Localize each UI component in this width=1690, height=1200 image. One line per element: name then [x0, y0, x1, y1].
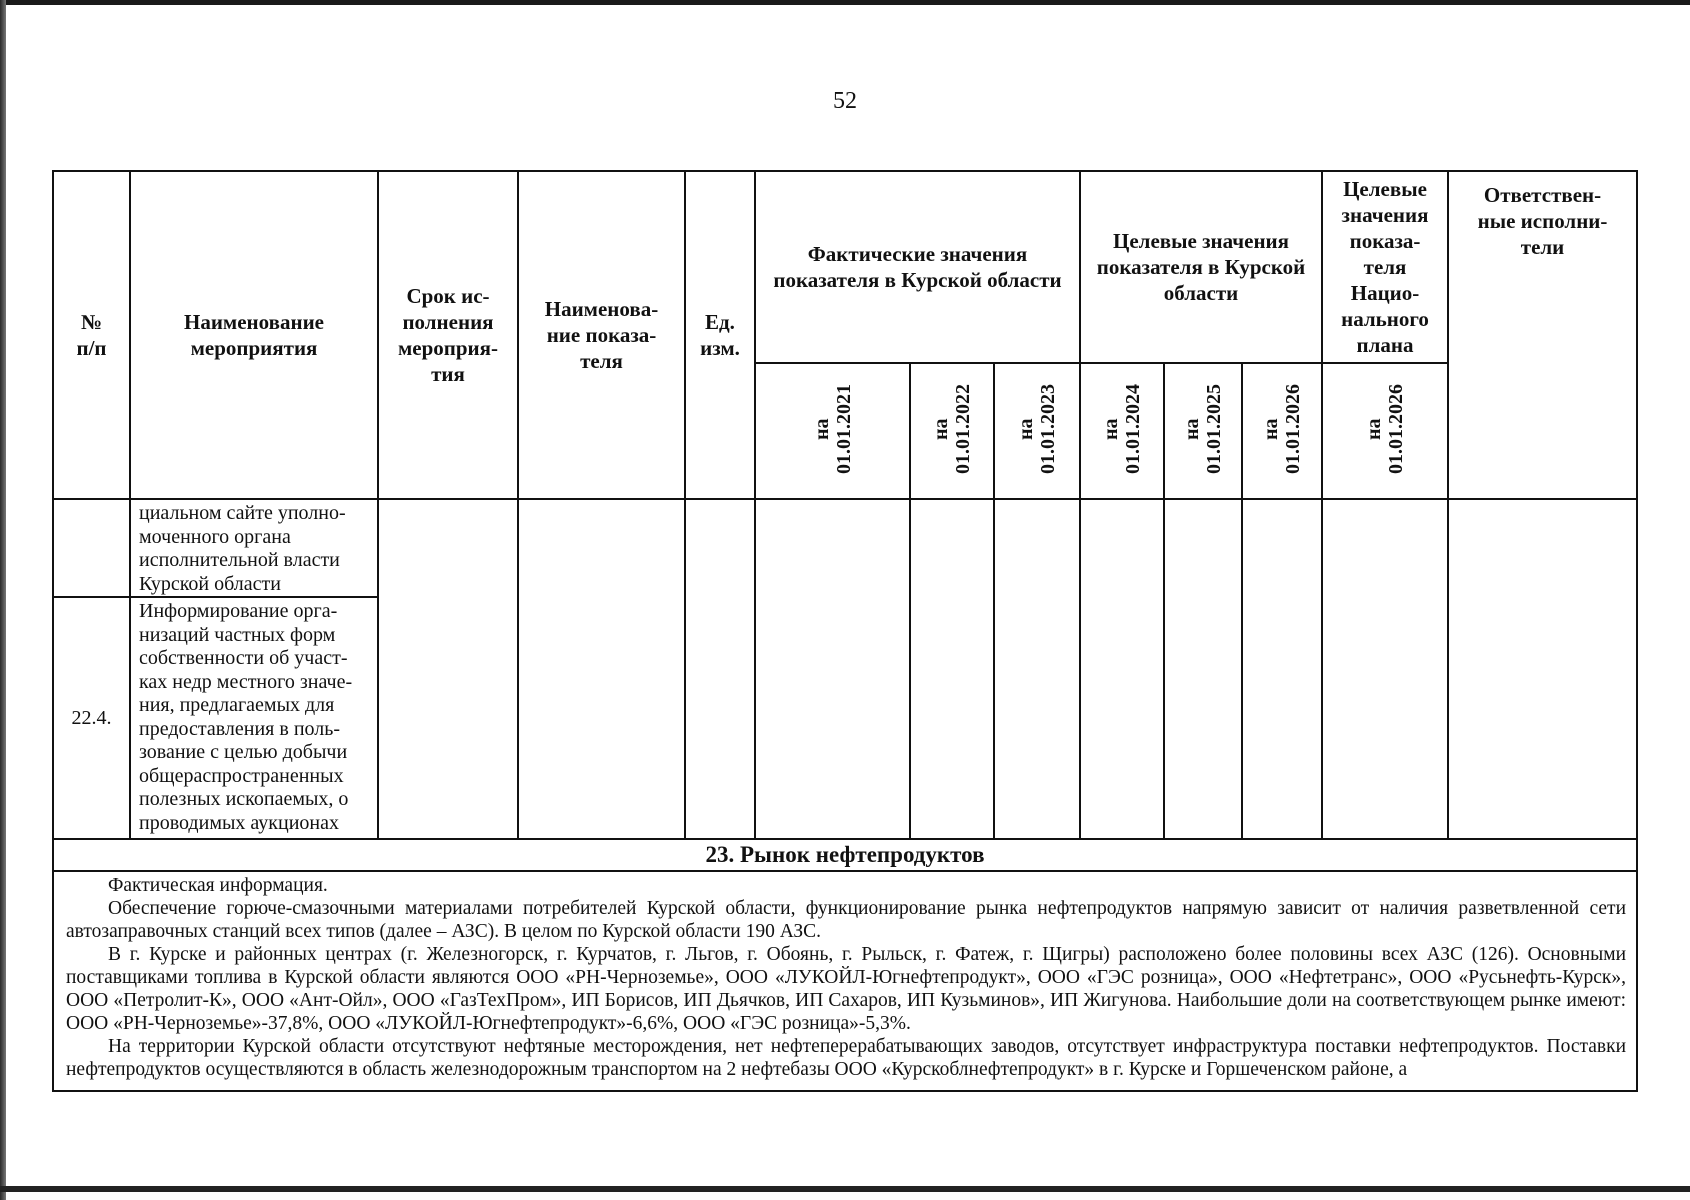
empty-cell [755, 499, 910, 839]
header-deadline: Срок ис- полнения мероприя- тия [378, 171, 518, 499]
scan-edge-left [0, 0, 6, 1200]
section-row [53, 839, 1637, 871]
date-cell [755, 363, 910, 499]
date-label: на 01.01.2025 [1181, 383, 1226, 474]
date-cell [1322, 363, 1448, 499]
empty-cell [518, 499, 685, 839]
header-national-target: Целевые значения показа- теля Нацио- нального плана [1322, 171, 1448, 363]
header-number: № п/п [53, 171, 130, 499]
empty-cell [1164, 499, 1242, 839]
event-text: Информирование орга- низаций частных форм собственности об участ- ках недр местного значе- ния, предлагаемых для предоставления в поль- зование с целью добычи общераспространенных полезных ископаемых, о проводимых аукционах [130, 597, 378, 839]
empty-cell [1322, 499, 1448, 839]
scan-edge-bottom [0, 1186, 1690, 1192]
date-label: на 01.01.2023 [1015, 383, 1059, 474]
header-row-1 [53, 171, 1637, 363]
date-label: на 01.01.2026 [1363, 383, 1408, 474]
date-label: на 01.01.2024 [1100, 383, 1145, 474]
page-number: 52 [833, 88, 857, 114]
date-cell [1164, 363, 1242, 499]
date-label: на 01.01.2026 [1260, 383, 1305, 474]
header-unit: Ед. изм. [685, 171, 755, 499]
header-event-name: Наименование мероприятия [130, 171, 378, 499]
date-cell [910, 363, 994, 499]
empty-cell [994, 499, 1080, 839]
event-text: циальном сайте уполно- моченного органа исполнительной власти Курской области [130, 499, 378, 597]
info-paragraph: В г. Курске и районных центрах (г. Железногорск, г. Курчатов, г. Льгов, г. Обоянь, г. Рыльск, г. Фатеж, г. Щигры) расположено более половины всех АЗС (126). Основными поставщиками топлива в Курской области являются ООО «РН-Черноземье», ООО «ЛУКОЙЛ-Югнефтепродукт», ООО «ГЭС розница», ООО «Нефтетранс», ООО «Русьнефть-Курск», ООО «Петролит-К», ООО «Ант-Ойл», ООО «ГазТехПром», ИП Борисов, ИП Дьячков, ИП Сахаров, ИП Кузьминов», ИП Жигунова. Наибольшие доли на соответствующем рынке имеют: ООО «РН-Черноземье»-37,8%, ООО «ЛУКОЙЛ-Югнефтепродукт»-6,6%, ООО «ГЭС розница»-5,3%. [66, 944, 1627, 1034]
measures-table [52, 170, 1638, 1092]
table-row [53, 499, 1637, 597]
empty-cell [1242, 499, 1322, 839]
empty-cell [1448, 499, 1637, 839]
date-label: на 01.01.2022 [930, 383, 974, 474]
info-paragraph: Обеспечение горюче-смазочными материалами потребителей Курской области, функционирование рынка нефтепродуктов напрямую зависит от наличия разветвленной сети автозаправочных станций всех типов (далее – АЗС). В целом по Курской области 190 АЗС. [66, 898, 1627, 942]
header-actual-values: Фактические значения показателя в Курской области [755, 171, 1080, 363]
info-paragraph: На территории Курской области отсутствуют нефтяные месторождения, нет нефтеперерабатывающих заводов, отсутствует инфраструктура поставки нефтепродуктов. Поставки нефтепродуктов осуществляются в область железнодорожным транспортом на 2 нефтебазы ООО «Курскоблнефтепродукт» в г. Курске и Горшеченском районе, а [66, 1036, 1627, 1080]
section-title: 23. Рынок нефтепродуктов [53, 839, 1637, 871]
info-paragraph: Фактическая информация. [108, 875, 328, 896]
section-info [53, 871, 1637, 1091]
date-label: на 01.01.2021 [810, 383, 855, 474]
empty-cell [685, 499, 755, 839]
scan-edge-top [0, 0, 1690, 5]
header-indicator-name: Наименова- ние показа- теля [518, 171, 685, 499]
section-info-row [53, 871, 1637, 1091]
date-cell [994, 363, 1080, 499]
row-number: 22.4. [53, 597, 130, 839]
date-cell [1242, 363, 1322, 499]
empty-cell [910, 499, 994, 839]
header-responsible: Ответствен- ные исполни- тели [1448, 171, 1637, 499]
empty-cell [1080, 499, 1164, 839]
header-target-values: Целевые значения показателя в Курской области [1080, 171, 1322, 363]
empty-cell [378, 499, 518, 839]
row-number [53, 499, 130, 597]
date-cell [1080, 363, 1164, 499]
